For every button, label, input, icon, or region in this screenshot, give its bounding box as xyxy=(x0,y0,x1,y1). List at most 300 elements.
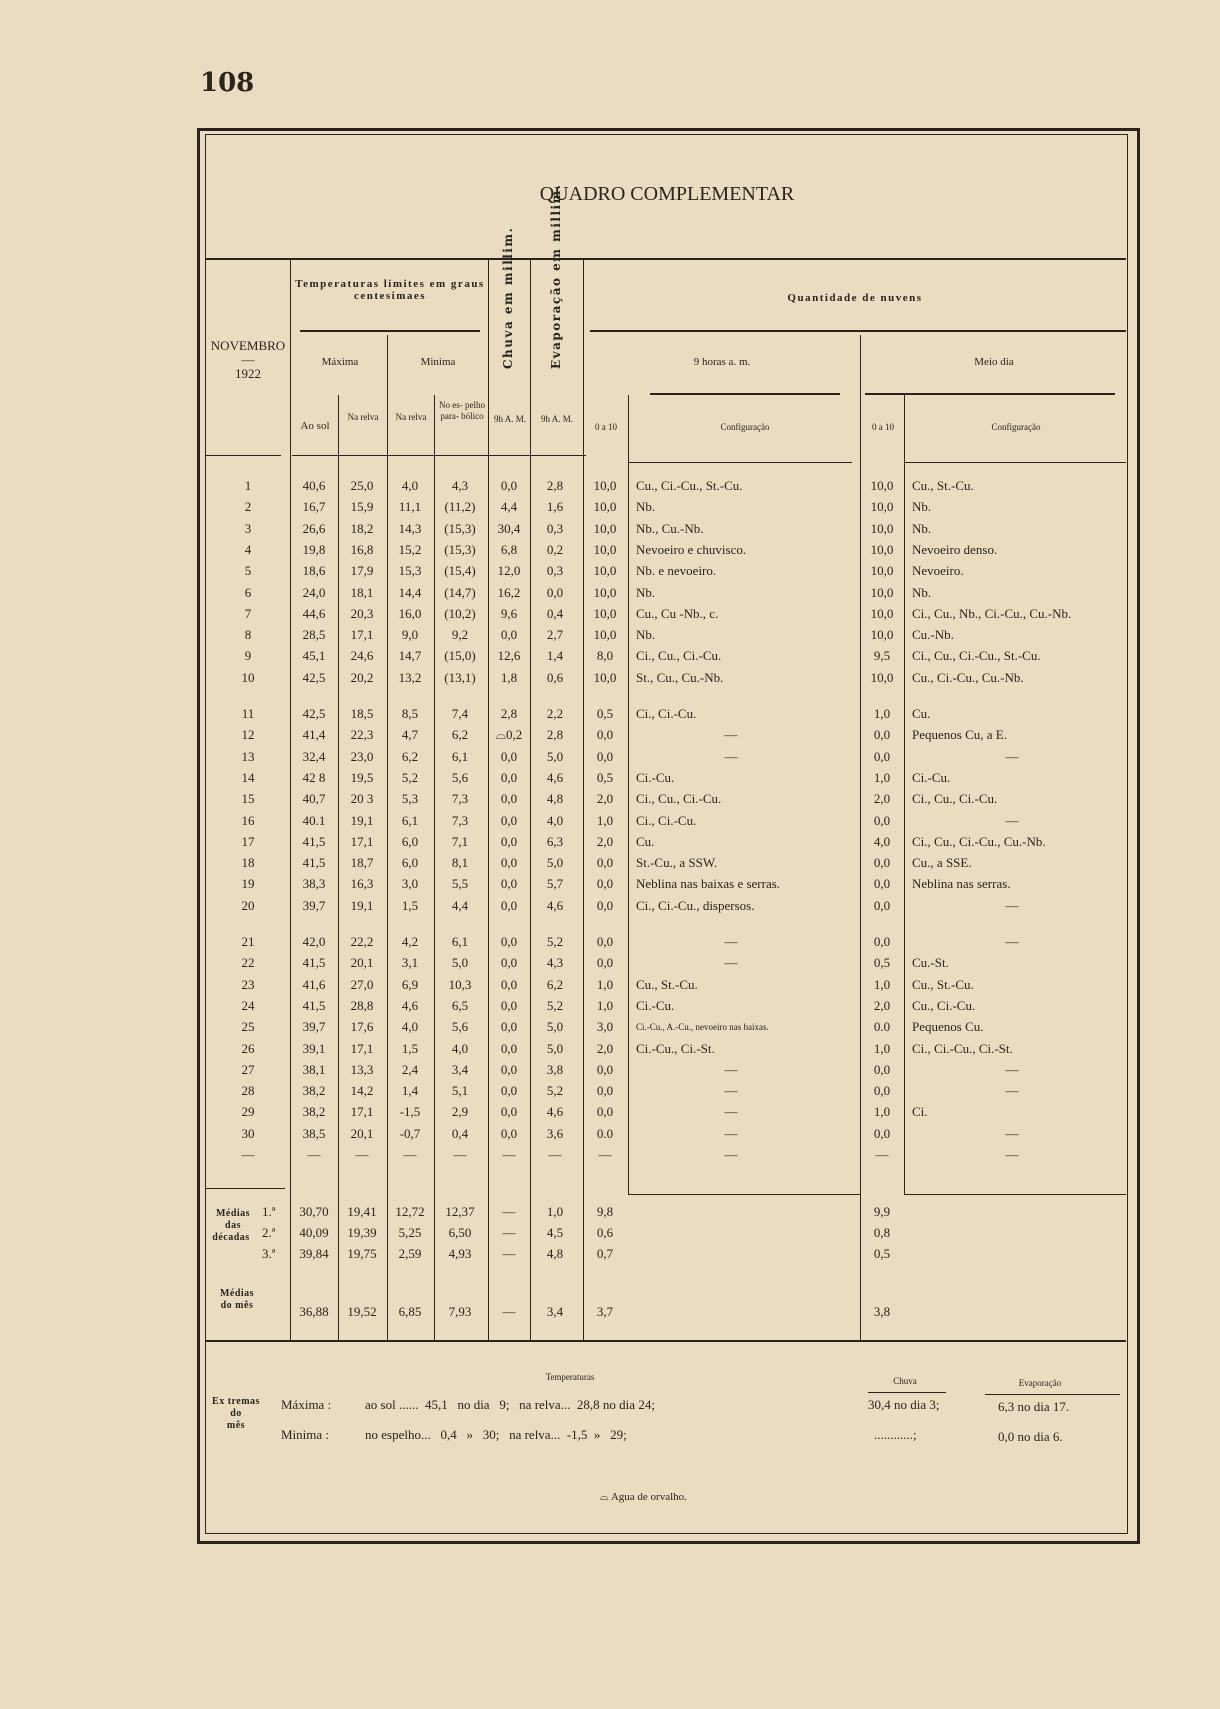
table-cell: 0,0 xyxy=(873,934,891,949)
medias-decadas-label-2: das xyxy=(225,1220,241,1231)
table-cell: 22,3 xyxy=(350,727,374,743)
table-cell: 24,6 xyxy=(350,648,374,664)
month-mean-cell: 3,7 xyxy=(596,1304,614,1319)
table-cell: 0,0 xyxy=(500,478,518,493)
table-cell: 17 xyxy=(241,833,255,849)
month-mean-cell: 19,52 xyxy=(347,1304,377,1319)
table-cell: Pequenos Cu. xyxy=(912,1019,984,1035)
table-cell: 13,3 xyxy=(350,1061,374,1077)
table-cell: 10,0 xyxy=(593,499,617,515)
table-cell: 0,0 xyxy=(596,855,614,871)
table-bottom-rule xyxy=(205,1340,1126,1342)
table-cell: Ci., Cu., Ci.-Cu. xyxy=(636,791,722,807)
table-cell: Nb., Cu.-Nb. xyxy=(636,520,704,536)
table-cell: 11,1 xyxy=(398,499,422,515)
table-cell: 28 xyxy=(241,1083,255,1099)
chuva-max: 30,4 no dia 3; xyxy=(868,1397,940,1412)
table-cell: 5,2 xyxy=(546,934,564,949)
table-cell: (10,2) xyxy=(444,605,476,621)
medias-decadas-label-3: décadas xyxy=(212,1232,250,1243)
table-cell: 0,0 xyxy=(596,1061,614,1077)
table-cell: — xyxy=(1005,1083,1019,1099)
table-cell: Nb. xyxy=(912,520,932,536)
table-cell: 9,6 xyxy=(500,605,518,621)
table-cell: 4,0 xyxy=(546,812,564,828)
table-cell: 22,2 xyxy=(350,934,374,949)
table-cell: 0,0 xyxy=(500,876,518,892)
table-cell: Cu., Cu -Nb., c. xyxy=(636,605,719,621)
table-cell: 23,0 xyxy=(350,748,374,764)
table-cell: 5,6 xyxy=(451,1019,469,1035)
table-cell: 13 xyxy=(241,748,255,764)
table-cell: 0,5 xyxy=(596,769,614,785)
table-cell: 4,2 xyxy=(401,934,419,949)
temperature-group-header: Temperaturas limites em graus centesimaes xyxy=(295,278,485,302)
table-cell: (11,2) xyxy=(444,499,476,515)
group-divider xyxy=(590,330,1126,332)
table-cell: 9,0 xyxy=(401,627,419,643)
table-cell: — xyxy=(875,1147,889,1162)
table-cell: 28,5 xyxy=(302,627,326,643)
table-cell: 0,0 xyxy=(873,748,891,764)
table-cell: 3,0 xyxy=(596,1019,614,1035)
table-cell: 0,6 xyxy=(546,669,564,685)
table-cell: Cu., Ci.-Cu. xyxy=(912,997,976,1013)
table-cell: Cu.-Nb. xyxy=(912,627,954,643)
chuva-min: ............; xyxy=(874,1427,917,1442)
table-cell: 16,8 xyxy=(350,541,374,557)
table-cell: 0,0 xyxy=(500,1083,518,1099)
decade-mean-cell: 6,50 xyxy=(448,1225,472,1240)
month-mean-cell: — xyxy=(502,1304,516,1319)
table-cell: — xyxy=(1005,748,1019,764)
evaporacao-min: 0,0 no dia 6. xyxy=(998,1429,1063,1444)
table-cell: 10,0 xyxy=(593,669,617,685)
table-cell: Cu., Ci.-Cu., Cu.-Nb. xyxy=(912,669,1024,685)
table-cell: Ci., Ci.-Cu., Ci.-St. xyxy=(912,1040,1013,1056)
table-cell: 5,0 xyxy=(546,855,564,871)
table-cell: 16,0 xyxy=(398,605,422,621)
table-cell: 18 xyxy=(241,855,255,871)
table-cell: 2,0 xyxy=(873,791,891,807)
decade-mean-cell: 5,25 xyxy=(398,1225,422,1240)
decade-mean-cell: 19,75 xyxy=(347,1246,377,1261)
table-cell: 30 xyxy=(241,1125,255,1141)
table-cell: 0,0 xyxy=(500,997,518,1013)
table-cell: 17,1 xyxy=(350,833,374,849)
table-cell: 29 xyxy=(241,1104,255,1120)
table-cell: Nevoeiro denso. xyxy=(912,541,998,557)
table-cell: — xyxy=(502,1147,516,1162)
table-cell: Ci., Cu., Ci.-Cu., St.-Cu. xyxy=(912,648,1041,664)
table-cell: Ci.-Cu., A.-Cu., nevoeiro nas baixas. xyxy=(636,1022,769,1033)
decade-mean-cell: 4,8 xyxy=(546,1246,564,1261)
table-cell: — xyxy=(724,727,738,743)
table-cell: Nb. xyxy=(636,499,656,515)
table-cell: 0,0 xyxy=(500,1125,518,1141)
table-cell: — xyxy=(241,1147,255,1162)
table-cell: 0.0 xyxy=(596,1125,614,1141)
table-cell: 10,0 xyxy=(593,605,617,621)
table-cell: 0,0 xyxy=(500,897,518,913)
table-cell: 1,4 xyxy=(401,1083,419,1099)
table-cell: 4 xyxy=(244,541,252,557)
table-cell: 0,0 xyxy=(596,1104,614,1120)
table-cell: 6,1 xyxy=(451,934,469,949)
row-divider xyxy=(628,1194,860,1195)
table-cell: 0,0 xyxy=(596,1083,614,1099)
table-cell: 13,2 xyxy=(398,669,422,685)
table-cell: Pequenos Cu, a E. xyxy=(912,727,1007,743)
table-cell: 1,5 xyxy=(401,897,419,913)
table-cell: 20,3 xyxy=(350,605,374,621)
table-cell: 10,0 xyxy=(870,499,894,515)
table-cell: 8 xyxy=(244,627,252,643)
table-cell: 39,1 xyxy=(302,1040,326,1056)
decade-mean-cell: 19,41 xyxy=(347,1204,377,1219)
table-cell: 9,5 xyxy=(873,648,891,664)
table-cell: -1,5 xyxy=(399,1104,421,1120)
month-mean-cell: 3,8 xyxy=(873,1304,891,1319)
table-cell: 4,3 xyxy=(451,478,469,493)
table-cell: — xyxy=(1005,897,1019,913)
na-relva-max-header: Na relva xyxy=(347,412,379,422)
table-cell: 5,1 xyxy=(451,1083,469,1099)
extremas-chuva-header: Chuva xyxy=(893,1376,917,1386)
table-cell: 39,7 xyxy=(302,897,326,913)
table-cell: 11 xyxy=(241,706,255,721)
table-cell: 4,3 xyxy=(546,955,564,971)
row-divider xyxy=(205,1188,285,1189)
table-cell: 14,3 xyxy=(398,520,422,536)
table-cell: 3 xyxy=(244,520,252,536)
month-mean-cell: 6,85 xyxy=(398,1304,422,1319)
table-cell: 20,2 xyxy=(350,669,374,685)
table-cell: 10,0 xyxy=(870,563,894,579)
month-mean-cell: 3,4 xyxy=(546,1304,564,1319)
table-cell: ⌓0,2 xyxy=(495,727,523,743)
nuvens-header: Quantidade de nuvens xyxy=(787,292,923,304)
extremas-divider xyxy=(985,1394,1120,1395)
table-cell: 14,4 xyxy=(398,584,422,600)
table-cell: — xyxy=(724,748,738,764)
table-cell: 17,1 xyxy=(350,1104,374,1120)
extremas-evaporacao-header: Evaporação xyxy=(1018,1378,1062,1388)
nove-horas-header: 9 horas a. m. xyxy=(693,356,751,368)
table-cell: 38,5 xyxy=(302,1125,326,1141)
table-cell: Ci., Ci.-Cu. xyxy=(636,706,697,721)
month-mean-cell: 36,88 xyxy=(299,1304,329,1319)
table-cell: — xyxy=(453,1147,467,1162)
table-cell: 12,0 xyxy=(497,563,521,579)
table-cell: 0,2 xyxy=(546,541,564,557)
table-cell: 10,0 xyxy=(593,520,617,536)
meio-dia-header: Meio dia xyxy=(974,356,1014,368)
table-cell: 0,0 xyxy=(500,791,518,807)
table-cell: 2,0 xyxy=(596,791,614,807)
table-cell: 30,4 xyxy=(497,520,521,536)
table-cell: 7,1 xyxy=(451,833,469,849)
table-cell: 4,0 xyxy=(401,478,419,493)
table-cell: 9 xyxy=(244,648,252,664)
table-cell: 17,9 xyxy=(350,563,374,579)
table-cell: 6,0 xyxy=(401,833,419,849)
table-cell: 5,0 xyxy=(546,1040,564,1056)
table-cell: 2,9 xyxy=(451,1104,469,1120)
table-cell: — xyxy=(1005,812,1019,828)
table-cell: Ci.-Cu., Ci.-St. xyxy=(636,1040,715,1056)
table-cell: 14,7 xyxy=(398,648,422,664)
legend-text: ⌓ Agua de orvalho. xyxy=(600,1491,687,1503)
decade-mean-cell: 39,84 xyxy=(299,1246,329,1261)
row-divider xyxy=(292,455,586,456)
table-cell: — xyxy=(355,1147,369,1162)
group-divider xyxy=(865,393,1115,395)
decade-mean-cell: 2,59 xyxy=(398,1246,422,1261)
extremas-min-label: Minima : xyxy=(281,1427,330,1442)
table-cell: 7 xyxy=(244,605,252,621)
table-cell: St.-Cu., a SSW. xyxy=(636,855,718,871)
table-cell: -0,7 xyxy=(399,1125,421,1141)
table-cell: 2,2 xyxy=(546,706,564,721)
table-cell: 18,2 xyxy=(350,520,374,536)
table-cell: 3,6 xyxy=(546,1125,564,1141)
table-cell: 1,0 xyxy=(596,812,614,828)
table-cell: 0,0 xyxy=(596,955,614,971)
decade-mean-cell: — xyxy=(502,1246,516,1261)
escala1-header: 0 a 10 xyxy=(595,422,617,432)
table-cell: Ci., Cu., Ci.-Cu. xyxy=(912,791,998,807)
medias-mes-label-2: do mês xyxy=(220,1300,254,1311)
table-cell: 9,2 xyxy=(451,627,469,643)
table-cell: (15,0) xyxy=(444,648,476,664)
table-cell: 14,2 xyxy=(350,1083,374,1099)
table-cell: 6,1 xyxy=(401,812,419,828)
table-cell: 38,3 xyxy=(302,876,326,892)
table-cell: 0,0 xyxy=(500,769,518,785)
table-cell: Ci., Cu., Ci.-Cu., Cu.-Nb. xyxy=(912,833,1046,849)
table-cell: 41,5 xyxy=(302,855,326,871)
col-rule xyxy=(628,395,629,1195)
medias-decadas-label-1: Médias xyxy=(215,1208,251,1219)
table-cell: 24,0 xyxy=(302,584,326,600)
table-cell: — xyxy=(724,1061,738,1077)
table-cell: 24 xyxy=(241,997,255,1013)
table-cell: 10,0 xyxy=(870,541,894,557)
table-cell: 0,0 xyxy=(500,1061,518,1077)
table-cell: 23 xyxy=(241,976,255,992)
table-cell: 8,0 xyxy=(596,648,614,664)
table-cell: Ci., Ci.-Cu. xyxy=(636,812,697,828)
decade-mean-cell: — xyxy=(502,1204,516,1219)
table-cell: — xyxy=(548,1147,562,1162)
table-cell: 0,3 xyxy=(546,563,564,579)
table-cell: 4,0 xyxy=(873,833,891,849)
table-cell: 10,0 xyxy=(870,520,894,536)
table-cell: 0,0 xyxy=(500,833,518,849)
month-label: NOVEMBRO xyxy=(210,338,286,353)
table-cell: 5,2 xyxy=(546,1083,564,1099)
page-title: QUADRO COMPLEMENTAR xyxy=(539,183,795,205)
table-cell: — xyxy=(1005,1125,1019,1141)
table-cell: 4,0 xyxy=(451,1040,469,1056)
table-cell: Ci.-Cu. xyxy=(912,769,951,785)
table-cell: 0,0 xyxy=(500,955,518,971)
table-cell: 0,0 xyxy=(500,627,518,643)
table-cell: 1,8 xyxy=(500,669,518,685)
table-cell: 25 xyxy=(241,1019,255,1035)
table-cell: 6,2 xyxy=(546,976,564,992)
table-cell: 0,0 xyxy=(596,934,614,949)
table-cell: 12 xyxy=(241,727,255,743)
minima-header: Minima xyxy=(420,356,456,368)
table-cell: 0,0 xyxy=(873,727,891,743)
table-cell: 10,0 xyxy=(593,563,617,579)
table-cell: 32,4 xyxy=(302,748,326,764)
row-divider xyxy=(905,462,1126,463)
table-cell: 5 xyxy=(244,563,252,579)
month-dash: — xyxy=(241,352,255,367)
table-cell: Neblina nas baixas e serras. xyxy=(636,876,781,892)
decade-mean-cell: — xyxy=(502,1225,516,1240)
extremas-label-3: mês xyxy=(226,1420,246,1431)
table-cell: 14 xyxy=(241,769,255,785)
table-cell: 0,0 xyxy=(596,727,614,743)
table-cell: 5,6 xyxy=(451,769,469,785)
table-cell: 0,3 xyxy=(546,520,564,536)
table-cell: 2,8 xyxy=(546,727,564,743)
table-cell: 18,7 xyxy=(350,855,374,871)
table-cell: 6,9 xyxy=(401,976,419,992)
table-cell: — xyxy=(724,1147,738,1162)
table-cell: Ci., Ci.-Cu., dispersos. xyxy=(636,897,755,913)
decade-mean-cell: 4,93 xyxy=(448,1246,472,1261)
table-cell: 16 xyxy=(241,812,255,828)
table-cell: 0.0 xyxy=(873,1019,891,1035)
table-cell: 10,3 xyxy=(448,976,472,992)
table-cell: 16,7 xyxy=(302,499,326,515)
table-cell: 7,4 xyxy=(451,706,469,721)
decade-mean-cell: 19,39 xyxy=(347,1225,377,1240)
table-cell: Cu. xyxy=(636,833,655,849)
table-cell: 3,8 xyxy=(546,1061,564,1077)
table-cell: 1,0 xyxy=(873,706,891,721)
table-cell: 0,0 xyxy=(500,855,518,871)
table-cell: — xyxy=(724,955,738,971)
table-cell: 27,0 xyxy=(350,976,374,992)
table-cell: 0,5 xyxy=(873,955,891,971)
group-divider xyxy=(300,330,480,332)
table-cell: 42,5 xyxy=(302,706,326,721)
table-cell: 19,5 xyxy=(350,769,374,785)
extremas-max-label: Máxima : xyxy=(281,1397,332,1412)
table-cell: 5,3 xyxy=(401,791,419,807)
table-cell: 16,3 xyxy=(350,876,374,892)
table-cell: 10,0 xyxy=(870,584,894,600)
table-cell: 0,0 xyxy=(873,812,891,828)
table-cell: 42,0 xyxy=(302,934,326,949)
table-cell: 5,2 xyxy=(401,769,419,785)
table-cell: — xyxy=(724,1083,738,1099)
table-cell: 19,8 xyxy=(302,541,326,557)
ao-sol-header: Ao sol xyxy=(300,420,330,432)
evap-time-header: 9h A. M. xyxy=(540,414,573,424)
table-cell: (13,1) xyxy=(444,669,476,685)
table-cell: 0,0 xyxy=(500,976,518,992)
table-cell: 10,0 xyxy=(593,584,617,600)
table-cell: 25,0 xyxy=(350,478,374,493)
table-cell: 0,0 xyxy=(873,855,891,871)
table-cell: 38,2 xyxy=(302,1104,326,1120)
decade-mean-cell: 0,7 xyxy=(596,1246,614,1261)
group-divider xyxy=(650,393,840,395)
decade-mean-cell: 0,5 xyxy=(873,1246,891,1261)
table-cell: Cu., St.-Cu. xyxy=(912,976,974,992)
table-cell: 1,4 xyxy=(546,648,564,664)
table-cell: 5,5 xyxy=(451,876,469,892)
table-cell: Nb. e nevoeiro. xyxy=(636,563,717,579)
evaporacao-max: 6,3 no dia 17. xyxy=(998,1399,1070,1414)
table-cell: 0,0 xyxy=(500,1040,518,1056)
table-cell: 1,0 xyxy=(873,976,891,992)
table-cell: 0,0 xyxy=(873,1061,891,1077)
table-cell: Nevoeiro. xyxy=(912,563,964,579)
table-cell: 38,2 xyxy=(302,1083,326,1099)
table-cell: 10,0 xyxy=(593,478,617,493)
table-cell: 1,0 xyxy=(873,1040,891,1056)
table-cell: 18,5 xyxy=(350,706,374,721)
extremas-divider xyxy=(868,1392,946,1393)
decade-mean-cell: 3.ª xyxy=(262,1246,276,1261)
table-cell: 6 xyxy=(244,584,252,600)
table-cell: 39,7 xyxy=(302,1019,326,1035)
table-cell: 2,4 xyxy=(401,1061,419,1077)
table-cell: 0,4 xyxy=(546,605,564,621)
table-cell: 6,5 xyxy=(451,997,469,1013)
table-cell: 15,9 xyxy=(350,499,374,515)
table-cell: 6,1 xyxy=(451,748,469,764)
chuva-time-header: 9h A. M. xyxy=(493,414,526,424)
table-cell: 6,8 xyxy=(500,541,518,557)
table-cell: 2 xyxy=(244,499,252,515)
table-cell: 26,6 xyxy=(302,520,326,536)
table-cell: 4,4 xyxy=(500,499,518,515)
table-cell: 5,7 xyxy=(546,876,564,892)
table-cell: 41,5 xyxy=(302,833,326,849)
table-cell: 10,0 xyxy=(870,627,894,643)
table-cell: 28,8 xyxy=(350,997,374,1013)
table-cell: 3,0 xyxy=(401,876,419,892)
table-cell: 4,6 xyxy=(546,769,564,785)
row-divider xyxy=(905,1194,1126,1195)
table-cell: 2,0 xyxy=(596,833,614,849)
table-cell: Cu., St.-Cu. xyxy=(912,478,974,493)
table-cell: 10 xyxy=(241,669,255,685)
table-cell: — xyxy=(1005,1061,1019,1077)
table-cell: 0,0 xyxy=(500,812,518,828)
table-cell: Ci.-Cu. xyxy=(636,769,675,785)
table-cell: 3,4 xyxy=(451,1061,469,1077)
table-cell: 10,0 xyxy=(870,605,894,621)
table-cell: 0,5 xyxy=(596,706,614,721)
decade-mean-cell: 0,8 xyxy=(873,1225,891,1240)
table-cell: 2,0 xyxy=(596,1040,614,1056)
extremas-temperaturas-header: Temperaturas xyxy=(545,1372,595,1382)
table-cell: 1,0 xyxy=(596,976,614,992)
table-cell: — xyxy=(403,1147,417,1162)
table-cell: 5,2 xyxy=(546,997,564,1013)
table-cell: — xyxy=(1005,934,1019,949)
